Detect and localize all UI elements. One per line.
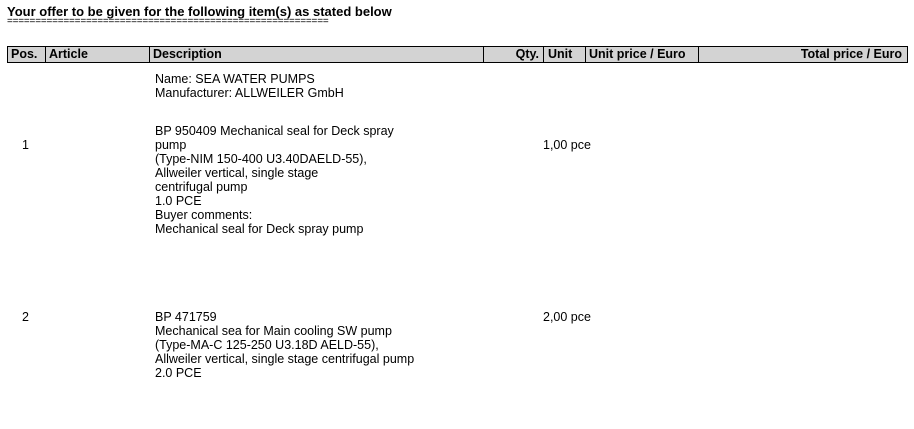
item-1-desc-line: pump <box>155 138 187 152</box>
item-1-desc-line: BP 950409 Mechanical seal for Deck spray <box>155 124 394 138</box>
item-1-desc-line: 1.0 PCE <box>155 194 202 208</box>
item-2-description <box>155 310 414 380</box>
item-2-desc-line: Allweiler vertical, single stage centrifugal pump <box>155 352 415 366</box>
column-header-total-price: Total price / Euro <box>800 47 902 61</box>
item-2-qty: 2,00 pce <box>543 310 591 324</box>
column-header-unit-price: Unit price / Euro <box>586 47 699 62</box>
item-2-desc-line: (Type-MA-C 125-250 U3.18D AELD-55), <box>155 338 379 352</box>
item-1-qty: 1,00 pce <box>543 138 591 152</box>
item-1-desc-line: Buyer comments: <box>155 208 253 222</box>
item-1-desc-line: Allweiler vertical, single stage <box>155 166 319 180</box>
table-header <box>7 46 908 63</box>
item-1-desc-line: Mechanical seal for Deck spray pump <box>155 222 364 236</box>
item-2-desc-line: 2.0 PCE <box>155 366 202 380</box>
column-header-unit: Unit <box>544 47 586 62</box>
group-manufacturer: Manufacturer: ALLWEILER GmbH <box>155 86 344 100</box>
heading-underline: ========================================================= <box>7 16 329 27</box>
item-1-desc-line: (Type-NIM 150-400 U3.40DAELD-55), <box>155 152 367 166</box>
column-header-article: Article <box>46 47 150 62</box>
item-2-pos: 2 <box>22 310 29 324</box>
column-header-pos: Pos. <box>8 47 46 62</box>
column-header-qty: Qty. <box>484 47 544 62</box>
item-1-description <box>155 124 394 236</box>
item-1-desc-line: centrifugal pump <box>155 180 248 194</box>
item-2-desc-line: Mechanical sea for Main cooling SW pump <box>155 324 392 338</box>
offer-heading: Your offer to be given for the following item(s) as stated below <box>7 4 392 19</box>
group-info <box>155 72 344 100</box>
column-header-description: Description <box>150 47 484 62</box>
item-2-desc-line: BP 471759 <box>155 310 217 324</box>
item-1-pos: 1 <box>22 138 29 152</box>
group-name: Name: SEA WATER PUMPS <box>155 72 315 86</box>
